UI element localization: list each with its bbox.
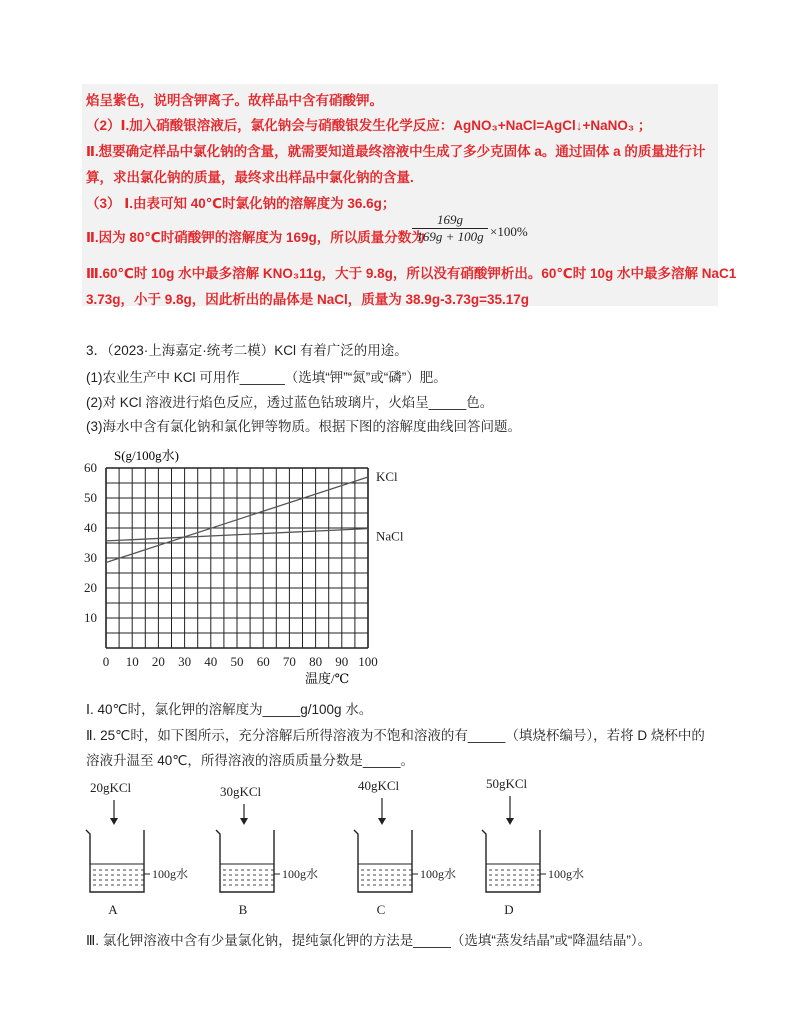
x-tick-label: 30	[178, 654, 192, 669]
x-tick-label: 100	[358, 654, 378, 669]
chart-ticks	[84, 460, 378, 669]
water-label: 100g水	[420, 867, 457, 881]
answer-line-3: Ⅱ.想要确定样品中氯化钠的含量，就需要知道最终溶液中生成了多少克固体 a。通过固体 a 的质量进行计	[86, 144, 706, 159]
question-II-b: 溶液升温至 40℃，所得溶液的溶质质量分数是_____。	[86, 753, 414, 768]
beaker-id: A	[108, 902, 118, 917]
solute-label: 40gKCl	[358, 778, 400, 793]
x-tick-label: 0	[102, 654, 110, 669]
beaker-body	[216, 830, 274, 892]
y-tick-label: 20	[84, 580, 97, 595]
series-label-nacl: NaCl	[376, 528, 404, 544]
y-tick-label: 60	[84, 460, 97, 475]
answer-line-2: （2）Ⅰ.加入硝酸银溶液后，氯化钠会与硝酸银发生化学反应：AgNO₃+NaCl=AgCl↓+NaNO₃ ；	[86, 118, 652, 133]
answer-line-6: Ⅱ.因为 80℃时硝酸钾的溶解度为 169g，所以质量分数为	[86, 230, 425, 245]
y-tick-label: 30	[84, 550, 97, 565]
beakers-figure	[80, 768, 600, 920]
solute-label: 50gKCl	[486, 776, 528, 791]
fraction-numerator: 169g	[437, 212, 463, 227]
beaker-b	[216, 784, 318, 917]
answer-line-4: 算，求出氯化钠的质量，最终求出样品中氯化钠的含量.	[86, 170, 414, 185]
beaker-id: D	[504, 902, 514, 917]
x-tick-label: 80	[309, 654, 323, 669]
water-label: 100g水	[152, 867, 189, 881]
question-header: 3．（2023·上海嘉定·统考二模）KCl 有着广泛的用途。	[86, 343, 408, 358]
solute-label: 30gKCl	[220, 784, 262, 799]
solubility-chart	[80, 442, 410, 692]
x-tick-label: 40	[204, 654, 218, 669]
water-label: 100g水	[282, 867, 319, 881]
arrow-head	[506, 818, 514, 825]
question-part-1: (1)农业生产中 KCl 可用作______（选填“钾”“氮”或“磷”）肥。	[86, 370, 447, 385]
beaker-id: C	[376, 902, 386, 917]
question-II-a: Ⅱ. 25℃时，如下图所示，充分溶解后所得溶液为不饱和溶液的有_____（填烧杯编号），若将 D 烧杯中的	[86, 728, 705, 743]
y-tick-label: 10	[84, 610, 97, 625]
beaker-a	[86, 780, 188, 917]
fraction-multiplier: ×100%	[490, 224, 528, 239]
beaker-d	[482, 776, 584, 917]
arrow-head	[110, 818, 118, 825]
water-label: 100g水	[548, 867, 585, 881]
x-tick-label: 50	[230, 654, 244, 669]
answer-line-8: 3.73g，小于 9.8g，因此析出的晶体是 NaCl，质量为 38.9g-3.73g=35.17g	[86, 292, 529, 307]
chart-grid	[106, 468, 368, 648]
answer-line-1: 焰呈紫色，说明含钾离子。故样品中含有硝酸钾。	[86, 93, 383, 108]
beaker-body	[482, 830, 540, 892]
x-axis-label: 温度/℃	[305, 671, 350, 686]
x-tick-label: 60	[256, 654, 270, 669]
beaker-body	[86, 830, 144, 892]
solute-label: 20gKCl	[90, 780, 132, 795]
question-I: Ⅰ. 40℃时，氯化钾的溶解度为_____g/100g 水。	[86, 702, 373, 717]
x-tick-label: 10	[125, 654, 139, 669]
fraction-denominator: 169g + 100g	[416, 229, 484, 244]
x-tick-label: 70	[282, 654, 296, 669]
series-label-kcl: KCl	[376, 469, 398, 484]
beaker-id: B	[238, 902, 248, 917]
y-axis-label: S(g/100g水)	[114, 448, 180, 463]
arrow-head	[240, 818, 248, 825]
x-tick-label: 20	[151, 654, 165, 669]
arrow-head	[378, 818, 386, 825]
question-part-3: (3)海水中含有氯化钠和氯化钾等物质。根据下图的溶解度曲线回答问题。	[86, 419, 521, 434]
question-part-2: (2)对 KCl 溶液进行焰色反应，透过蓝色钴玻璃片，火焰呈_____色。	[86, 395, 494, 410]
x-tick-label: 90	[335, 654, 349, 669]
mass-fraction	[412, 212, 488, 245]
y-tick-label: 50	[84, 490, 97, 505]
answer-line-7: Ⅲ.60℃时 10g 水中最多溶解 KNO₃11g，大于 9.8g，所以没有硝酸钾析出。60℃时 10g 水中最多溶解 NaC1	[86, 266, 737, 281]
y-tick-label: 40	[84, 520, 97, 535]
beaker-body	[354, 830, 412, 892]
answer-line-5: （3） Ⅰ.由表可知 40℃时氯化钠的溶解度为 36.6g；	[86, 196, 396, 211]
beaker-c	[354, 778, 456, 917]
question-III: Ⅲ. 氯化钾溶液中含有少量氯化钠，提纯氯化钾的方法是_____（选填“蒸发结晶”或“降温结晶”）。	[86, 933, 652, 948]
